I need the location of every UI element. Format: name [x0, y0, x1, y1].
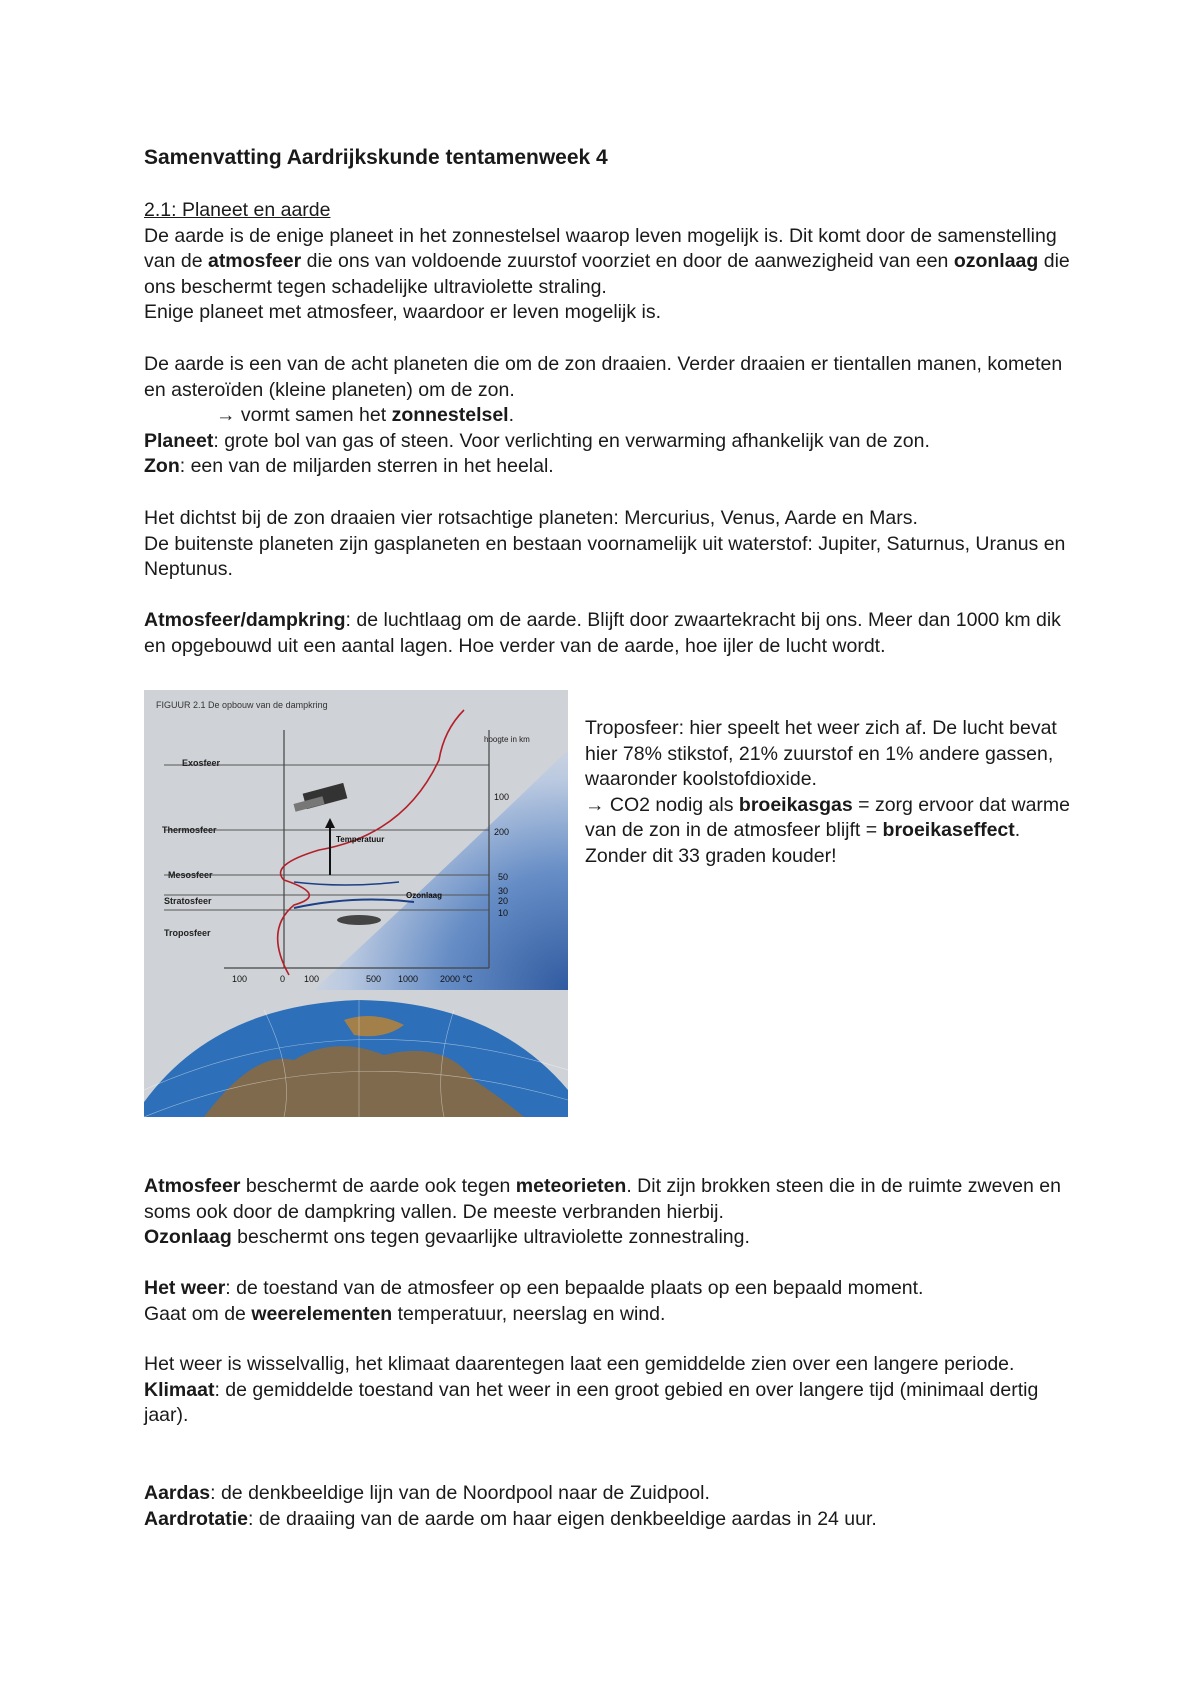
definition-aardas: Aardas: de denkbeeldige lijn van de Noordpool naar de Zuidpool.	[144, 1482, 710, 1504]
rocky-gas-section	[144, 506, 1074, 583]
co2-note: → CO2 nodig als broeikasgas = zorg ervoor dat warme van de zon in de atmosfeer blijft = broeikaseffect. Zonder dit 33 graden kouder!	[585, 793, 1071, 867]
troposfeer-text: Troposfeer: hier speelt het weer zich af. De lucht bevat hier 78% stikstof, 21% zuurstof en 1% andere gassen, waaronder koolstofdioxide.	[585, 717, 1057, 791]
height-tick: 100	[494, 792, 510, 802]
paragraph-acht-planeten: De aarde is een van de acht planeten die om de zon draaien. Verder draaien er tientallen manen, kometen en asteroïden (kleine planeten) om de zon.	[144, 353, 1063, 401]
temp-tick: 0	[280, 974, 286, 984]
paragraph-enige-planeet: Enige planeet met atmosfeer, waardoor er leven mogelijk is.	[144, 301, 662, 324]
height-tick: 30	[498, 886, 509, 896]
temp-tick: 2000 °C	[440, 974, 473, 984]
definition-klimaat: Klimaat: de gemiddelde toestand van het weer in een groot gebied en over langere tijd (minimaal dertig jaar).	[144, 1378, 1039, 1427]
layer-label: Mesosfeer	[168, 870, 213, 880]
weer-section	[144, 1276, 1074, 1327]
definition-planeet: Planeet: grote bol van gas of steen. Voor verlichting en verwarming afhankelijk van de zon.	[144, 429, 930, 452]
paragraph-weerelementen: Gaat om de weerelementen temperatuur, neerslag en wind.	[144, 1302, 666, 1325]
definition-weer: Het weer: de toestand van de atmosfeer op een bepaalde plaats op een bepaald moment.	[144, 1277, 924, 1299]
layer-label: Exosfeer	[182, 758, 221, 768]
temperature-label: Temperatuur	[336, 835, 385, 844]
temp-tick: 100	[304, 974, 320, 984]
temp-tick: 1000	[398, 974, 419, 984]
temp-tick: 500	[366, 974, 382, 984]
dampkring-diagram	[144, 690, 568, 1117]
paragraph-rotsachtig: Het dichtst bij de zon draaien vier rotsachtige planeten: Mercurius, Venus, Aarde en Mars.	[144, 507, 918, 529]
document-title: Samenvatting Aardrijkskunde tentamenweek 4	[144, 146, 608, 169]
height-tick: 10	[498, 908, 509, 918]
layer-label: Troposfeer	[164, 928, 211, 938]
klimaat-section	[144, 1352, 1074, 1429]
arrow-zonnestelsel: → vormt samen het zonnestelsel.	[216, 404, 515, 427]
layer-label: Thermosfeer	[162, 825, 217, 835]
temp-tick: 100	[232, 974, 248, 984]
layer-label: Stratosfeer	[164, 896, 212, 906]
definition-atmosfeer: Atmosfeer/dampkring: de luchtlaag om de aarde. Blijft door zwaartekracht bij ons. Meer dan 1000 km dik en opgebouwd uit een aantal lagen. Hoe verder van de aarde, hoe ijler de lucht wordt.	[144, 609, 1061, 657]
height-tick: 200	[494, 827, 510, 837]
atmosfeer-section	[144, 608, 1074, 659]
height-tick: 50	[498, 872, 509, 882]
paragraph-gasplaneten: De buitenste planeten zijn gasplaneten en bestaan voornamelijk uit waterstof: Jupiter, Saturnus, Uranus en Neptunus.	[144, 532, 1066, 581]
paragraph-wisselvallig: Het weer is wisselvallig, het klimaat daarentegen laat een gemiddelde zien over een langere periode.	[144, 1353, 1015, 1375]
section-heading: 2.1: Planeet en aarde	[144, 199, 331, 221]
definition-zon: Zon: een van de miljarden sterren in het heelal.	[144, 455, 554, 478]
ozone-label: Ozonlaag	[406, 891, 443, 900]
paragraph-ozonlaag: Ozonlaag beschermt ons tegen gevaarlijke ultraviolette zonnestraling.	[144, 1226, 750, 1249]
paragraph-leven: De aarde is de enige planeet in het zonnestelsel waarop leven mogelijk is. Dit komt door de samenstelling van de atmosfeer die ons van voldoende zuurstof voorziet en door de aanwezigheid van een ozonlaag die ons beschermt tegen schadelijke ultraviolette straling.	[144, 224, 1070, 298]
paragraph-meteorieten: Atmosfeer beschermt de aarde ook tegen meteorieten. Dit zijn brokken steen die in de ruimte zweven en soms ook door de dampkring vallen. De meeste verbranden hierbij.	[144, 1175, 1061, 1223]
troposfeer-note	[585, 716, 1085, 870]
height-tick: 20	[498, 896, 509, 906]
intro-section	[144, 198, 1074, 326]
planets-section	[144, 352, 1074, 480]
definition-aardrotatie: Aardrotatie: de draaiing van de aarde om haar eigen denkbeeldige aardas in 24 uur.	[144, 1507, 877, 1530]
after-figure-section	[144, 1174, 1074, 1251]
figure-caption: FIGUUR 2.1 De opbouw van de dampkring	[156, 700, 328, 710]
dampkring-figure	[144, 690, 568, 1117]
aardas-section	[144, 1481, 1074, 1532]
height-axis-title: hoogte in km	[484, 735, 530, 744]
